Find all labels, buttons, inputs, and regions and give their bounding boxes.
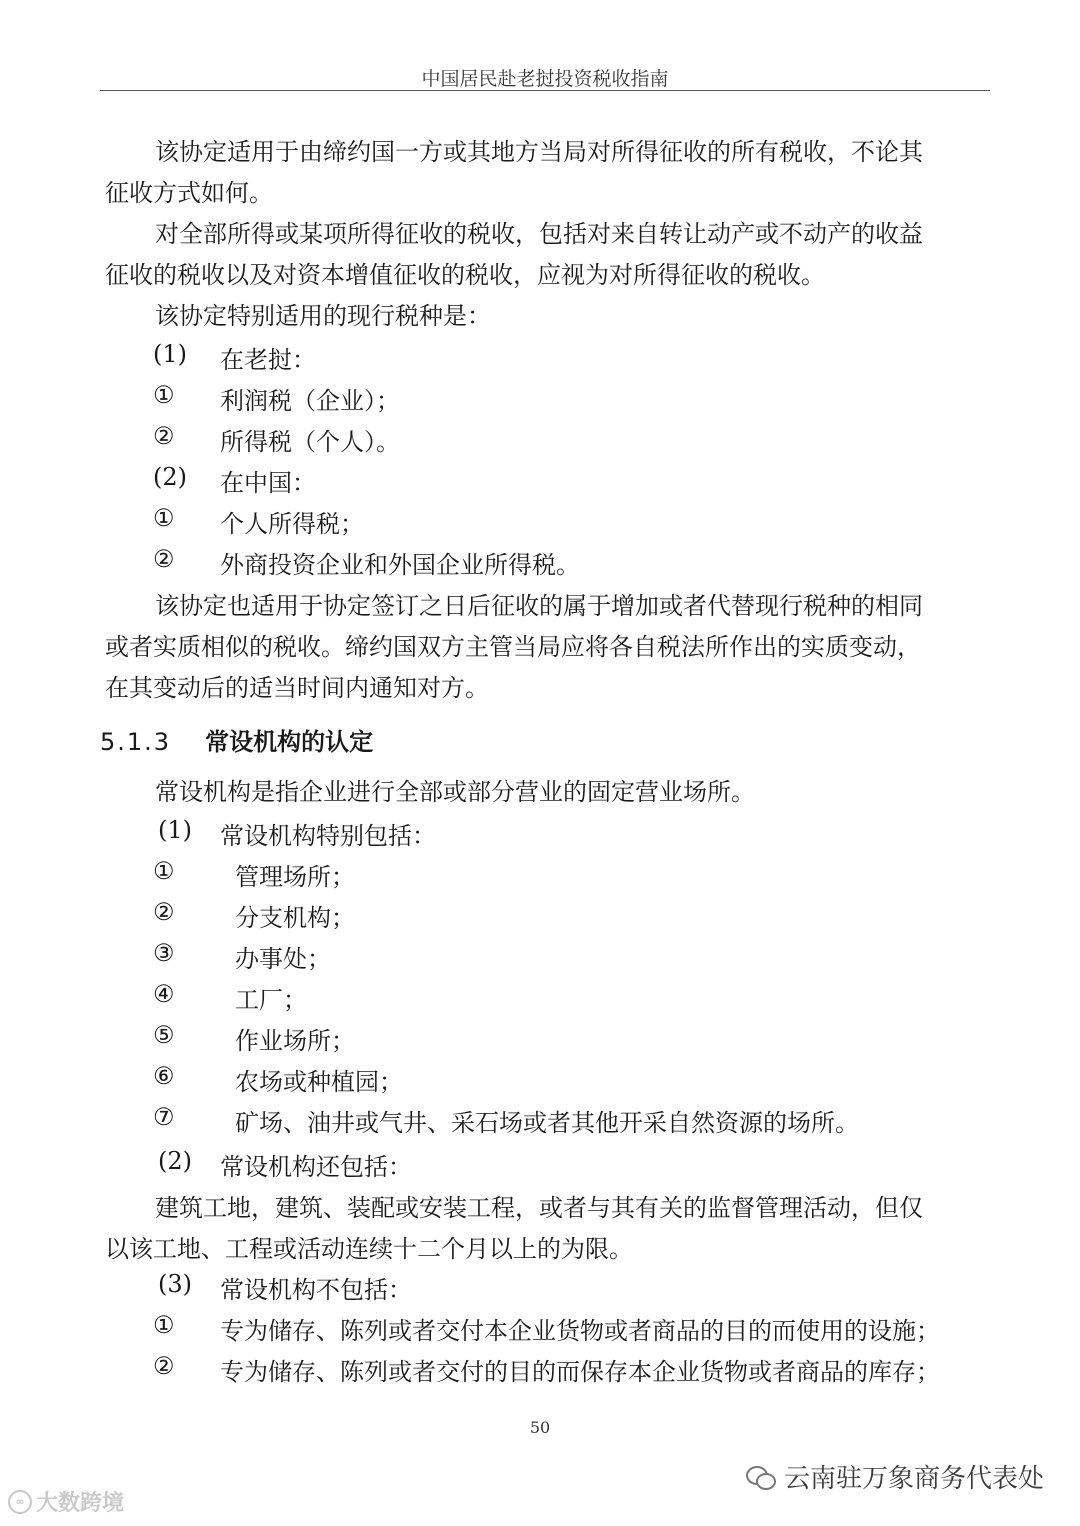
paragraph-line: 该协定也适用于协定签订之日后征收的属于增加或者代替现行税种的相同 xyxy=(155,592,923,620)
paragraph-line: 对全部所得或某项所得征收的税收，包括对来自转让动产或不动产的收益 xyxy=(155,220,923,248)
list-marker: ④ xyxy=(153,980,175,1008)
list-item: 分支机构； xyxy=(235,904,355,932)
list-marker: ⑤ xyxy=(153,1021,175,1049)
wechat-source xyxy=(746,1458,1044,1495)
list-item: 办事处； xyxy=(235,945,331,973)
paragraph-line: 该协定特别适用的现行税种是： xyxy=(155,302,491,330)
watermark xyxy=(8,1486,124,1517)
list-heading: 常设机构不包括： xyxy=(220,1276,412,1304)
list-marker: ① xyxy=(153,857,175,885)
list-item: 专为储存、陈列或者交付的目的而保存本企业货物或者商品的库存； xyxy=(220,1358,940,1386)
list-marker: ① xyxy=(153,504,175,532)
page-header-title: 中国居民赴老挝投资税收指南 xyxy=(421,68,669,90)
wechat-icon xyxy=(746,1464,776,1490)
paragraph-line: 征收方式如何。 xyxy=(105,179,273,207)
paragraph-line: 在其变动后的适当时间内通知对方。 xyxy=(105,674,489,702)
watermark-logo-icon: ∞ xyxy=(8,1490,32,1514)
section-title: 常设机构的认定 xyxy=(205,728,374,756)
list-marker: (1) xyxy=(158,816,192,844)
list-marker: ⑦ xyxy=(153,1103,175,1131)
list-marker: ⑥ xyxy=(153,1062,175,1090)
list-marker: (3) xyxy=(158,1270,192,1298)
list-item: 外商投资企业和外国企业所得税。 xyxy=(220,551,580,579)
list-item: 管理场所； xyxy=(235,863,355,891)
section-number: 5.1.3 xyxy=(100,728,172,756)
paragraph-line: 该协定适用于由缔约国一方或其地方当局对所得征收的所有税收，不论其 xyxy=(155,138,923,166)
list-heading: 常设机构特别包括： xyxy=(220,822,436,850)
list-marker: ② xyxy=(153,898,175,926)
list-marker: ② xyxy=(153,1352,175,1380)
list-item: 作业场所； xyxy=(235,1027,355,1055)
list-item: 在老挝： xyxy=(220,346,316,374)
list-item: 农场或种植园； xyxy=(235,1068,403,1096)
header-divider xyxy=(100,90,990,91)
paragraph-line: 以该工地、工程或活动连续十二个月以上的为限。 xyxy=(105,1235,633,1263)
page-number: 50 xyxy=(529,1418,551,1437)
list-marker: ③ xyxy=(153,939,175,967)
list-marker: ① xyxy=(153,1311,175,1339)
section-heading xyxy=(100,722,373,757)
list-item: 工厂； xyxy=(235,986,307,1014)
list-marker: ① xyxy=(153,381,175,409)
paragraph-line: 或者实质相似的税收。缔约国双方主管当局应将各自税法所作出的实质变动， xyxy=(105,633,921,661)
list-marker: ② xyxy=(153,422,175,450)
list-item: 专为储存、陈列或者交付本企业货物或者商品的目的而使用的设施； xyxy=(220,1317,940,1345)
list-heading: 常设机构还包括： xyxy=(220,1153,412,1181)
paragraph-line: 常设机构是指企业进行全部或部分营业的固定营业场所。 xyxy=(155,778,755,806)
list-marker: (2) xyxy=(153,463,187,491)
paragraph-line: 建筑工地，建筑、装配或安装工程，或者与其有关的监督管理活动，但仅 xyxy=(155,1194,923,1222)
wechat-account-name: 云南驻万象商务代表处 xyxy=(783,1464,1044,1494)
list-item: 矿场、油井或气井、采石场或者其他开采自然资源的场所。 xyxy=(235,1109,859,1137)
list-item: 利润税（企业）； xyxy=(220,387,400,415)
list-marker: ② xyxy=(153,545,175,573)
list-item: 所得税（个人）。 xyxy=(220,428,400,456)
watermark-text: 大数跨境 xyxy=(36,1491,125,1516)
paragraph-line: 征收的税收以及对资本增值征收的税收，应视为对所得征收的税收。 xyxy=(105,261,825,289)
list-marker: (1) xyxy=(153,340,187,368)
list-item: 在中国： xyxy=(220,469,316,497)
list-marker: (2) xyxy=(158,1147,192,1175)
list-item: 个人所得税； xyxy=(220,510,364,538)
